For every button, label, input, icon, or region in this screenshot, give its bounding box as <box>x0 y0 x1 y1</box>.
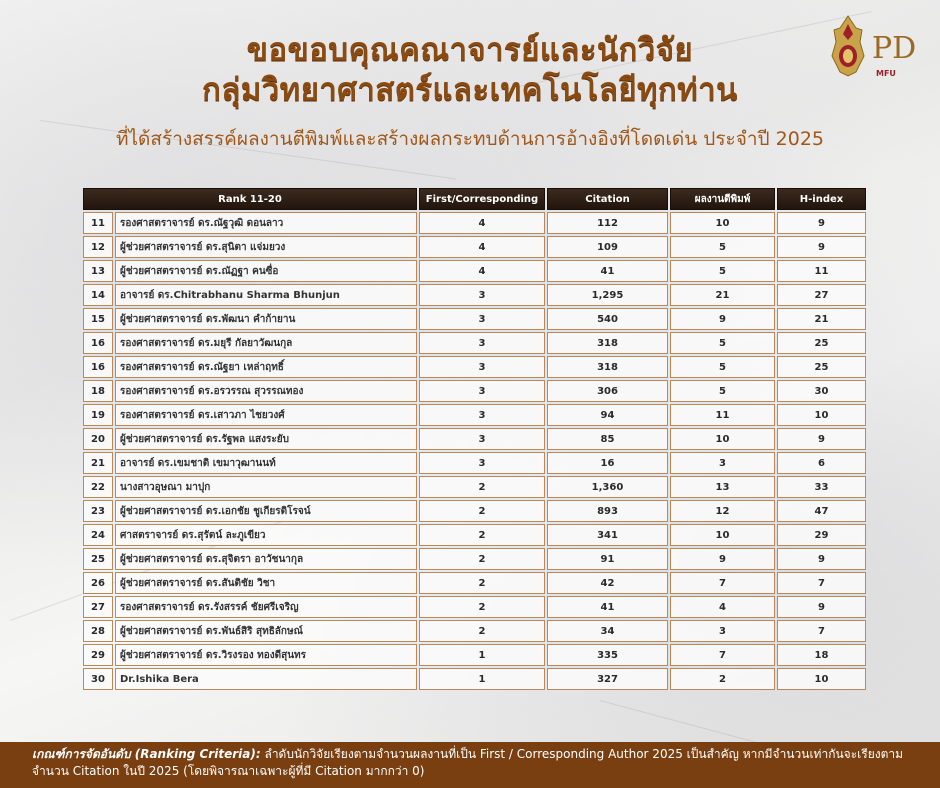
table-header-row <box>83 188 866 210</box>
publications-cell: 9 <box>670 548 775 570</box>
rank-cell: 28 <box>83 620 113 642</box>
first-corresponding-cell: 3 <box>419 284 545 306</box>
first-corresponding-cell: 2 <box>419 572 545 594</box>
researcher-name-cell: อาจารย์ ดร.Chitrabhanu Sharma Bhunjun <box>115 284 417 306</box>
ranking-table-container <box>81 186 852 692</box>
publications-cell: 3 <box>670 452 775 474</box>
first-corresponding-cell: 2 <box>419 500 545 522</box>
first-corresponding-cell: 3 <box>419 428 545 450</box>
h-index-cell: 30 <box>777 380 866 402</box>
h-index-cell: 47 <box>777 500 866 522</box>
researcher-name-cell: Dr.Ishika Bera <box>115 668 417 690</box>
citation-cell: 34 <box>547 620 668 642</box>
publications-cell: 12 <box>670 500 775 522</box>
researcher-name-cell: นางสาวอุษณา มาปุก <box>115 476 417 498</box>
table-row <box>83 572 866 594</box>
researcher-name-cell: รองศาสตราจารย์ ดร.ณัฐยา เหล่าฤทธิ์ <box>115 356 417 378</box>
first-corresponding-cell: 3 <box>419 356 545 378</box>
h-index-cell: 9 <box>777 548 866 570</box>
researcher-name-cell: ผู้ช่วยศาสตราจารย์ ดร.พันธ์สิริ สุทธิลักษณ์ <box>115 620 417 642</box>
ranking-criteria-footer <box>0 742 940 788</box>
citation-cell: 16 <box>547 452 668 474</box>
table-row <box>83 668 866 690</box>
table-row <box>83 212 866 234</box>
h-index-cell: 10 <box>777 404 866 426</box>
citation-cell: 306 <box>547 380 668 402</box>
h-index-cell: 33 <box>777 476 866 498</box>
citation-cell: 42 <box>547 572 668 594</box>
table-row <box>83 284 866 306</box>
first-corresponding-cell: 1 <box>419 668 545 690</box>
rank-cell: 18 <box>83 380 113 402</box>
publications-cell: 4 <box>670 596 775 618</box>
h-index-cell: 9 <box>777 212 866 234</box>
table-row <box>83 620 866 642</box>
rank-cell: 13 <box>83 260 113 282</box>
citation-cell: 41 <box>547 596 668 618</box>
publications-cell: 10 <box>670 212 775 234</box>
publications-cell: 5 <box>670 356 775 378</box>
publications-cell: 10 <box>670 428 775 450</box>
rank-cell: 23 <box>83 500 113 522</box>
first-corresponding-cell: 3 <box>419 308 545 330</box>
first-corresponding-cell: 4 <box>419 212 545 234</box>
rank-cell: 27 <box>83 596 113 618</box>
citation-cell: 91 <box>547 548 668 570</box>
table-row <box>83 236 866 258</box>
researcher-name-cell: ศาสตราจารย์ ดร.สุรัตน์ ละภูเขียว <box>115 524 417 546</box>
rank-cell: 11 <box>83 212 113 234</box>
first-corresponding-cell: 2 <box>419 548 545 570</box>
researcher-name-cell: ผู้ช่วยศาสตราจารย์ ดร.สุนิตา แจ่มยวง <box>115 236 417 258</box>
ranking-table <box>81 186 868 692</box>
page-title-line2: กลุ่มวิทยาศาสตร์และเทคโนโลยีทุกท่าน <box>202 72 738 108</box>
first-corresponding-cell: 4 <box>419 236 545 258</box>
rank-cell: 21 <box>83 452 113 474</box>
column-header-publications: ผลงานตีพิมพ์ <box>670 188 775 210</box>
rank-cell: 14 <box>83 284 113 306</box>
h-index-cell: 7 <box>777 572 866 594</box>
citation-cell: 341 <box>547 524 668 546</box>
first-corresponding-cell: 2 <box>419 476 545 498</box>
researcher-name-cell: ผู้ช่วยศาสตราจารย์ ดร.เอกชัย ชูเกียรติโรจน์ <box>115 500 417 522</box>
mfu-logo-text: MFU <box>876 69 896 78</box>
researcher-name-cell: ผู้ช่วยศาสตราจารย์ ดร.วิรงรอง ทองดีสุนทร <box>115 644 417 666</box>
publications-cell: 7 <box>670 572 775 594</box>
h-index-cell: 11 <box>777 260 866 282</box>
publications-cell: 5 <box>670 332 775 354</box>
researcher-name-cell: รองศาสตราจารย์ ดร.เสาวภา ไชยวงศ์ <box>115 404 417 426</box>
publications-cell: 10 <box>670 524 775 546</box>
table-row <box>83 500 866 522</box>
table-row <box>83 644 866 666</box>
page-title-line1: ขอขอบคุณคณาจารย์และนักวิจัย <box>246 32 694 68</box>
researcher-name-cell: ผู้ช่วยศาสตราจารย์ ดร.รัฐพล แสงระยับ <box>115 428 417 450</box>
logo-group <box>826 14 918 82</box>
publications-cell: 5 <box>670 260 775 282</box>
citation-cell: 327 <box>547 668 668 690</box>
page-header <box>0 30 940 152</box>
researcher-name-cell: รองศาสตราจารย์ ดร.รังสรรค์ ชัยศรีเจริญ <box>115 596 417 618</box>
page-subtitle: ที่ได้สร้างสรรค์ผลงานตีพิมพ์และสร้างผลกระทบด้านการอ้างอิงที่โดดเด่น ประจำปี 2025 <box>115 128 825 150</box>
researcher-name-cell: รองศาสตราจารย์ ดร.มยุรี กัลยาวัฒนกุล <box>115 332 417 354</box>
table-row <box>83 476 866 498</box>
first-corresponding-cell: 2 <box>419 596 545 618</box>
citation-cell: 540 <box>547 308 668 330</box>
first-corresponding-cell: 3 <box>419 380 545 402</box>
citation-cell: 94 <box>547 404 668 426</box>
table-body <box>83 212 866 690</box>
publications-cell: 5 <box>670 380 775 402</box>
h-index-cell: 29 <box>777 524 866 546</box>
h-index-cell: 21 <box>777 308 866 330</box>
column-header-h-index: H-index <box>777 188 866 210</box>
table-row <box>83 260 866 282</box>
rank-cell: 12 <box>83 236 113 258</box>
h-index-cell: 27 <box>777 284 866 306</box>
h-index-cell: 6 <box>777 452 866 474</box>
pd-logo-mark: PD <box>872 31 917 66</box>
publications-cell: 11 <box>670 404 775 426</box>
publications-cell: 13 <box>670 476 775 498</box>
table-row <box>83 380 866 402</box>
publications-cell: 2 <box>670 668 775 690</box>
h-index-cell: 9 <box>777 428 866 450</box>
researcher-name-cell: รองศาสตราจารย์ ดร.ณัฐวุฒิ ดอนลาว <box>115 212 417 234</box>
researcher-name-cell: ผู้ช่วยศาสตราจารย์ ดร.ณัฏฐา คนซื่อ <box>115 260 417 282</box>
first-corresponding-cell: 2 <box>419 620 545 642</box>
h-index-cell: 7 <box>777 620 866 642</box>
column-header-citation: Citation <box>547 188 668 210</box>
researcher-name-cell: ผู้ช่วยศาสตราจารย์ ดร.สันติชัย วิชา <box>115 572 417 594</box>
first-corresponding-cell: 4 <box>419 260 545 282</box>
table-row <box>83 524 866 546</box>
table-row <box>83 428 866 450</box>
rank-cell: 20 <box>83 428 113 450</box>
researcher-name-cell: อาจารย์ ดร.เขมชาติ เขมาวุฒานนท์ <box>115 452 417 474</box>
h-index-cell: 10 <box>777 668 866 690</box>
h-index-cell: 9 <box>777 596 866 618</box>
criteria-label: เกณฑ์การจัดอันดับ (Ranking Criteria): <box>32 747 261 761</box>
rank-cell: 24 <box>83 524 113 546</box>
rank-cell: 25 <box>83 548 113 570</box>
first-corresponding-cell: 3 <box>419 404 545 426</box>
publications-cell: 3 <box>670 620 775 642</box>
h-index-cell: 18 <box>777 644 866 666</box>
column-header-rank: Rank 11-20 <box>83 188 417 210</box>
first-corresponding-cell: 3 <box>419 452 545 474</box>
criteria-text: ลำดับนักวิจัยเรียงตามจำนวนผลงานที่เป็น First / Corresponding Author 2025 เป็นสำคัญ หากมีจำนวนเท่ากันจะเรียงตามจำนวน Citation ในปี 2025 (โดยพิจารณาเฉพาะผู้ที่มี Citation มากกว่า 0) <box>32 747 904 778</box>
citation-cell: 893 <box>547 500 668 522</box>
first-corresponding-cell: 3 <box>419 332 545 354</box>
citation-cell: 318 <box>547 332 668 354</box>
publications-cell: 9 <box>670 308 775 330</box>
researcher-name-cell: ผู้ช่วยศาสตราจารย์ ดร.พัฒนา คำก้ายาน <box>115 308 417 330</box>
citation-cell: 335 <box>547 644 668 666</box>
rank-cell: 29 <box>83 644 113 666</box>
researcher-name-cell: รองศาสตราจารย์ ดร.อรวรรณ สุวรรณทอง <box>115 380 417 402</box>
rank-cell: 16 <box>83 332 113 354</box>
citation-cell: 85 <box>547 428 668 450</box>
publications-cell: 5 <box>670 236 775 258</box>
citation-cell: 1,360 <box>547 476 668 498</box>
table-row <box>83 332 866 354</box>
table-row <box>83 548 866 570</box>
rank-cell: 26 <box>83 572 113 594</box>
university-logo <box>826 14 918 82</box>
first-corresponding-cell: 2 <box>419 524 545 546</box>
citation-cell: 1,295 <box>547 284 668 306</box>
h-index-cell: 9 <box>777 236 866 258</box>
table-row <box>83 452 866 474</box>
table-row <box>83 308 866 330</box>
rank-cell: 22 <box>83 476 113 498</box>
h-index-cell: 25 <box>777 332 866 354</box>
publications-cell: 7 <box>670 644 775 666</box>
h-index-cell: 25 <box>777 356 866 378</box>
table-row <box>83 404 866 426</box>
rank-cell: 16 <box>83 356 113 378</box>
citation-cell: 109 <box>547 236 668 258</box>
column-header-first-corresponding: First/Corresponding <box>419 188 545 210</box>
rank-cell: 30 <box>83 668 113 690</box>
citation-cell: 112 <box>547 212 668 234</box>
citation-cell: 41 <box>547 260 668 282</box>
rank-cell: 15 <box>83 308 113 330</box>
publications-cell: 21 <box>670 284 775 306</box>
table-row <box>83 596 866 618</box>
researcher-name-cell: ผู้ช่วยศาสตราจารย์ ดร.สุจิตรา อาวัชนากุล <box>115 548 417 570</box>
table-row <box>83 356 866 378</box>
citation-cell: 318 <box>547 356 668 378</box>
first-corresponding-cell: 1 <box>419 644 545 666</box>
rank-cell: 19 <box>83 404 113 426</box>
